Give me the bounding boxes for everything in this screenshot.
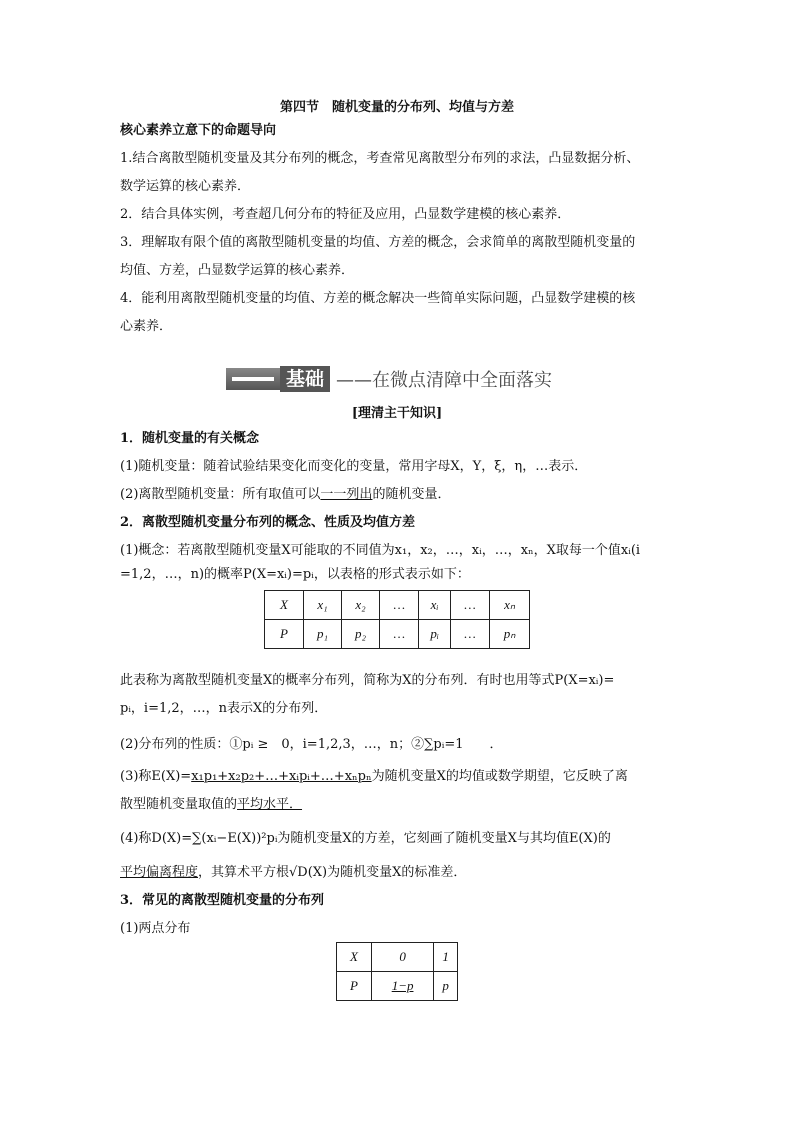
text: (2)离散型随机变量：所有取值可以 [120,487,321,502]
heading-1: 1．随机变量的有关概念 [120,431,260,446]
text: 的随机变量． [372,487,451,502]
table-cell: p [434,972,458,1001]
table-cell: 0 [372,943,434,972]
underlined-answer: 一一列出 [320,487,373,502]
core-item: 均值、方差，凸显数学运算的核心素养． [120,263,355,278]
table-row [337,943,458,972]
table-row [337,972,458,1001]
table-cell: 1−p [372,972,434,1001]
table-row [265,620,530,649]
banner-key: 基础 [280,366,330,392]
paragraph: (1)两点分布 [120,921,191,936]
text: 散型随机变量取值的 [120,797,238,812]
table-cell: … [380,620,419,649]
paragraph: (4)称D(X)=∑(xᵢ−E(X))²pᵢ为随机变量X的方差，它刻画了随机变量X与其均值E(X)的 [120,831,611,846]
core-item: 数学运算的核心素养． [120,179,251,194]
paragraph [120,864,466,882]
core-item: 1.结合离散型随机变量及其分布列的概念，考查常见离散型分布列的求法，凸显数据分析、 [120,151,640,166]
paragraph [120,768,628,786]
table-cell: P [337,972,372,1001]
text: (3)称E(X)= [120,769,192,784]
table-cell: … [450,620,489,649]
table-row [265,591,530,620]
paragraph: 此表称为离散型随机变量X的概率分布列，简称为X的分布列．有时也用等式P(X=xᵢ)= [120,673,615,688]
underlined-answer: 平均偏离程度 [120,865,199,880]
banner-subtitle: ——在微点清障中全面落实 [336,370,553,391]
table-cell: pᵢ [419,620,450,649]
text: ，其算术平方根√D(X)为随机变量X的标准差． [198,865,467,880]
paragraph: (1)随机变量：随着试验结果变化而变化的变量，常用字母X，Y，ξ，η，…表示． [120,459,588,474]
table-cell: 1 [434,943,458,972]
table-cell: X [265,591,304,620]
table-cell: x₁ [304,591,342,620]
distribution-table [264,590,530,649]
core-heading: 核心素养立意下的命题导向 [120,123,277,138]
paragraph [120,486,450,504]
text: 为随机变量X的均值或数学期望，它反映了离 [371,769,628,784]
page-title: 第四节 随机变量的分布列、均值与方差 [279,100,514,115]
paragraph: =1,2，…，n)的概率P(X=xᵢ)=pᵢ，以表格的形式表示如下： [120,567,470,582]
paragraph [120,796,302,814]
table-cell: … [380,591,419,620]
underlined-answer: x₁p₁+x₂p₂+…+xᵢpᵢ+…+xₙpₙ [191,769,372,784]
table-cell: xᵢ [419,591,450,620]
core-item: 2．结合具体实例，考查超几何分布的特征及应用，凸显数学建模的核心素养． [120,207,571,222]
table-cell: pₙ [490,620,530,649]
two-point-table [336,942,458,1001]
underlined-answer: 平均水平． [237,797,303,812]
heading-3: 3．常见的离散型随机变量的分布列 [120,893,325,908]
table-cell: p₂ [342,620,380,649]
paragraph: (2)分布列的性质：①pᵢ ≥ 0，i=1,2,3，…，n；②∑pᵢ=1 ． [120,737,503,752]
core-item: 心素养． [120,319,173,334]
banner-bar [226,368,280,390]
heading-2: 2．离散型随机变量分布列的概念、性质及均值方差 [120,515,416,530]
table-cell: p₁ [304,620,342,649]
section-heading: [理清主干知识] [351,406,443,421]
table-cell: X [337,943,372,972]
table-cell: … [450,591,489,620]
section-banner [226,366,552,392]
paragraph: (1)概念：若离散型随机变量X可能取的不同值为x₁，x₂，…，xᵢ，…，xₙ，X取每一个值xᵢ(i [120,543,641,558]
paragraph: pᵢ，i=1,2，…，n表示X的分布列． [120,701,328,716]
table-cell: P [265,620,304,649]
table-cell: x₂ [342,591,380,620]
core-item: 3．理解取有限个值的离散型随机变量的均值、方差的概念，会求简单的离散型随机变量的 [120,235,636,250]
core-item: 4．能利用离散型随机变量的均值、方差的概念解决一些简单实际问题，凸显数学建模的核 [120,291,636,306]
table-cell: xₙ [490,591,530,620]
